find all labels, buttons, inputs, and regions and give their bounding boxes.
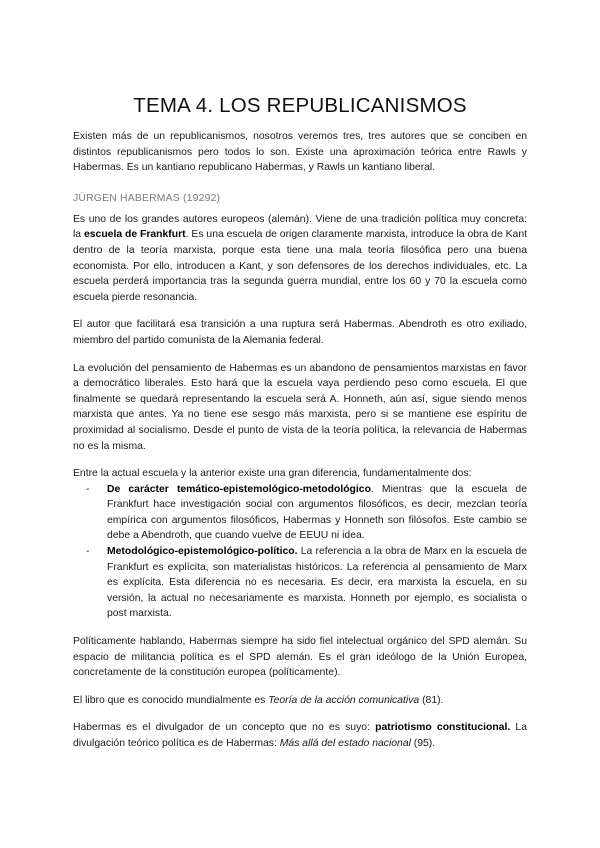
text-run: El libro que es conocido mundialmente es [73,694,269,706]
paragraph-book [73,693,527,709]
bold-term: patriotismo constitucional. [375,722,511,734]
paragraph-frankfurt [73,212,527,306]
bold-term: Metodológico-epistemológico-político. [107,546,298,558]
paragraph-evolution: La evolución del pensamiento de Habermas es un abandono de pensamientos marxistas en favor a democrático liberales. Esto hará que la escuela vaya perdiendo peso como escuela. El que finalmente se quedará representando la escuela será A. Honneth, aún así, sigue siendo menos marxista que antes. Ya no tiene ese sesgo más marxista, pero si se mantiene ese espíritu de proximidad al socialismo. Desde el punto de vista de la teoría política, la relevancia de Habermas no es la misma. [73,362,527,452]
differences-list [73,482,527,622]
page-title: TEMA 4. LOS REPUBLICANISMOS [133,94,467,117]
paragraph-patriotism [73,720,527,751]
text-run: La divulgación teórico política es de Habermas: [73,722,527,749]
bold-term: De carácter temático-epistemológico-metodológico [107,483,371,495]
book-title: Más allá del estado nacional [279,738,411,749]
text-run: (81). [419,694,444,706]
paragraph-differences-intro: Entre la actual escuela y la anterior existe una gran diferencia, fundamentalmente dos: [73,468,472,480]
intro-paragraph: Existen más de un republicanismos, nosotros veremos tres, tres autores que se conciben en distintos republicanismos pero todos lo son. Existe una aproximación teórica entre Rawls y Habermas. Es un kantiano republicano Habermas, y Rawls un kantiano liberal. [73,131,527,174]
text-run: . Mientras que la escuela de Frankfurt hace investigación social con argumentos filosóficos, es decir, mezclan teoría empírica con argumentos filosóficos, Habermas y Honneth son filósofos. Este cambio se debe a Abendroth, que cuando vuelve de EEUU ni idea. [107,483,527,542]
text-run: . Es una escuela de origen claramente marxista, introduce la obra de Kant dentro de la teoría marxista, porque esta tiene una mala teoría filosófica pero una buena economista. Por ello, introducen a Kant, y son defensores de los derechos individuales, etc. La escuela perderá importancia tras la segunda guerra mundial, entre los 60 y 70 la escuela como escuela pierde resonancia. [73,229,527,303]
section-heading: JÜRGEN HABERMAS (19292) [73,192,221,204]
list-item [73,482,527,544]
bold-term: escuela de Frankfurt [83,229,186,241]
list-item [73,544,527,622]
paragraph-politics: Políticamente hablando, Habermas siempre ha sido fiel intelectual orgánico del SPD alemán. Su espacio de militancia política es el SPD alemán. Es el gran ideólogo de la Unión Europea, concretamente de la constitución europea (políticamente). [73,636,527,679]
book-title: Teoría de la acción comunicativa [268,694,420,706]
text-run: Es uno de los grandes autores europeos (alemán). Viene de una tradición política muy concreta: la [73,213,527,241]
paragraph-transition: El autor que facilitará esa transición a una ruptura será Habermas. Abendroth es otro exiliado, miembro del partido comunista de la Alemania federal. [73,319,527,346]
text-run: (95). [410,738,436,749]
text-run: La referencia a la obra de Marx en la escuela de Frankfurt es explícita, son materialistas históricos. La referencia al pensamiento de Marx es explícita. Esta diferencia no es necesaria. Es decir, era marxista la escuela, en su versión, la actual no necesariamente es marxista. Honneth por ejemplo, es socialista o post marxista. [107,546,527,620]
text-run: Habermas es el divulgador de un concepto que no es suyo: [73,722,376,734]
